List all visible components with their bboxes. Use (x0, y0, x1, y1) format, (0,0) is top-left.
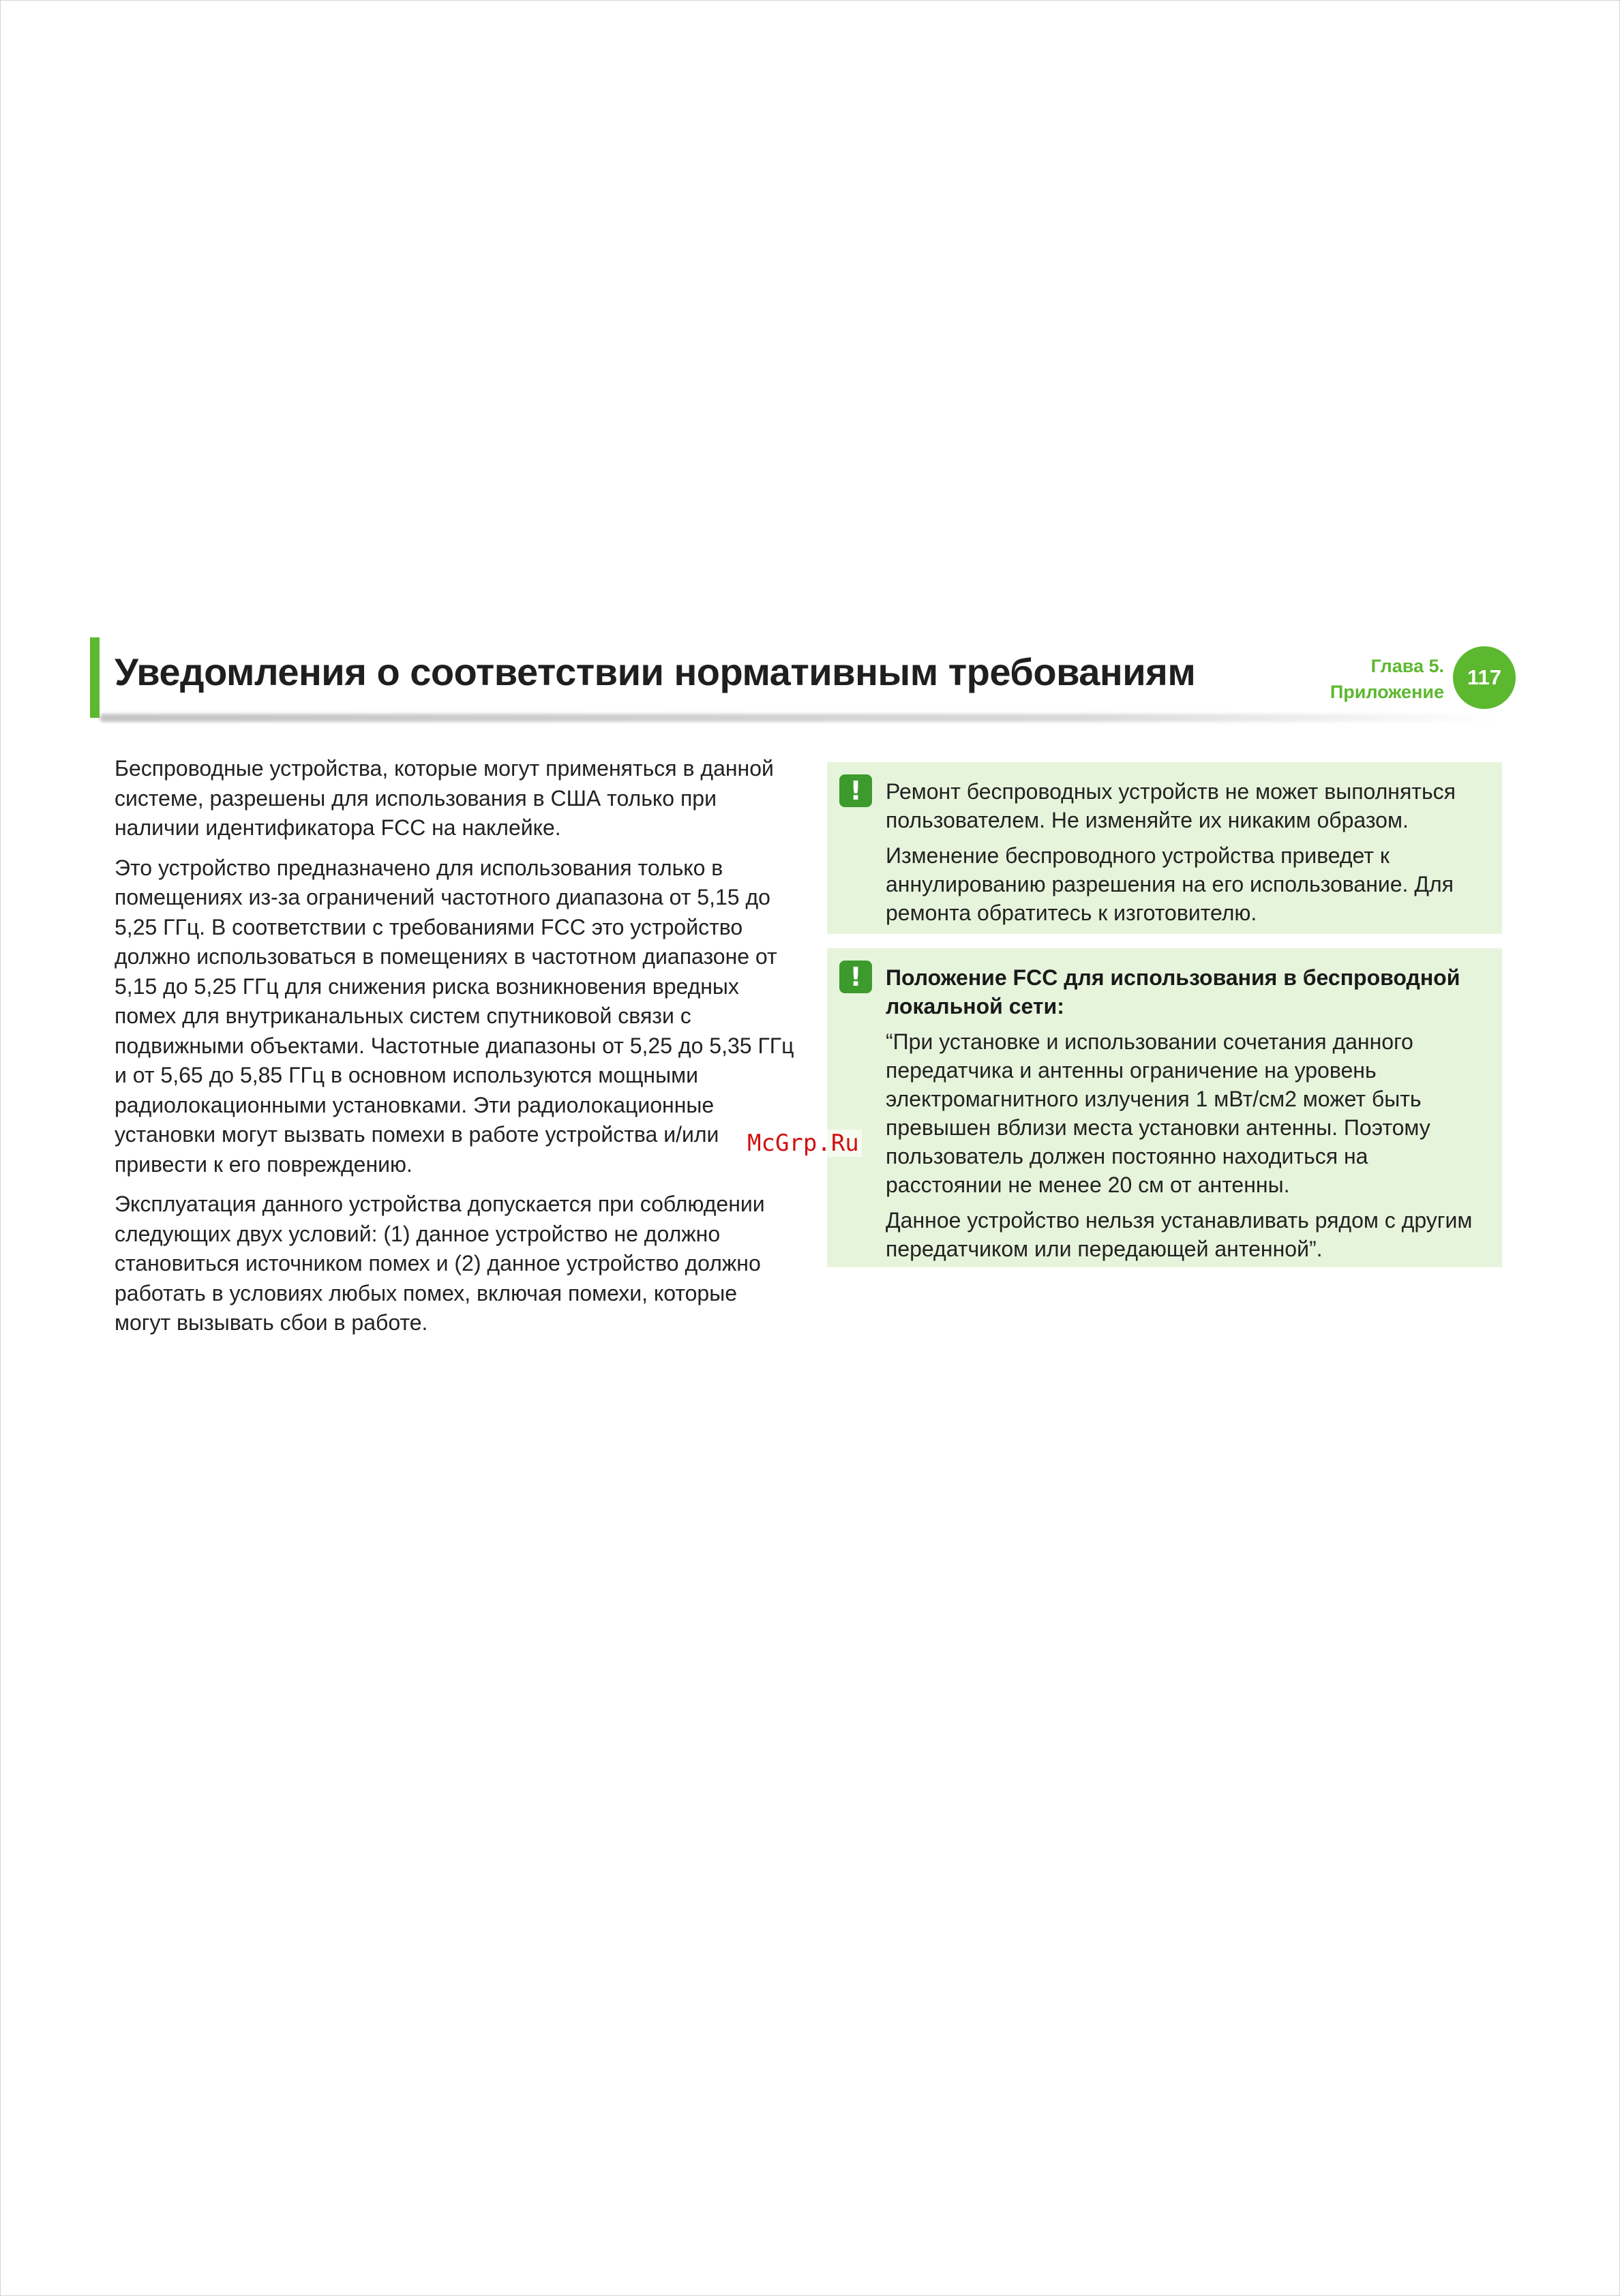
warning-note-repair (827, 762, 1502, 934)
chapter-number: Глава 5. (1370, 656, 1444, 676)
note-paragraph: Ремонт беспроводных устройств не может выполняться пользователем. Не изменяйте их никаким образом. (886, 779, 1456, 832)
paragraph-operating-conditions: Эксплуатация данного устройства допускается при соблюдении следующих двух условий: (1) данное устройство не должно становиться источником помех и (2) данное устройство должно работать в условиях любых помех, включая помехи, которые могут вызывать сбои в работе. (115, 1192, 765, 1335)
watermark-text: McGrp.Ru (745, 1130, 862, 1157)
paragraph-frequency-range: Это устройство предназначено для использования только в помещениях из-за ограничений частотного диапазона от 5,15 до 5,25 ГГц. В соответствии с требованиями FCC это устройство должно использоваться в помещениях в частотном диапазоне от 5,15 до 5,25 ГГц для снижения риска возникновения вредных помех для внутриканальных систем спутниковой связи с подвижными объектами. Частотные диапазоны от 5,25 до 5,35 ГГц и от 5,65 до 5,85 ГГц в основном используются мощными радиолокационными установками. Эти радиолокационные установки могут вызвать помехи в работе устройства и/или привести к его повреждению. (115, 855, 794, 1177)
chapter-label (1330, 653, 1444, 705)
note-paragraph: Данное устройство нельзя устанавливать рядом с другим передатчиком или передающей антенной”. (886, 1208, 1473, 1261)
header-divider (100, 714, 1497, 722)
paragraph-fcc-id: Беспроводные устройства, которые могут применяться в данной системе, разрешены для использования в США только при наличии идентификатора FCC на наклейке. (115, 756, 774, 840)
main-text-column (115, 754, 796, 1348)
note-paragraph: Изменение беспроводного устройства приведет к аннулированию разрешения на его использование. Для ремонта обратитесь к изготовителю. (886, 843, 1454, 925)
warning-icon: ! (839, 774, 872, 807)
page-title: Уведомления о соответствии нормативным требованиям (115, 650, 1196, 693)
header-accent-bar (90, 637, 100, 718)
note-heading: Положение FCC для использования в беспроводной локальной сети: (886, 965, 1460, 1018)
warning-icon: ! (839, 961, 872, 993)
note-paragraph: “При установке и использовании сочетания данного передатчика и антенны ограничение на уровень электромагнитного излучения 1 мВт/см2 может быть превышен вблизи места установки антенны. Поэтому пользователь должен постоянно находиться на расстоянии не менее 20 см от антенны. (886, 1029, 1430, 1197)
page-number-badge: 117 (1453, 646, 1516, 709)
chapter-name: Приложение (1330, 682, 1444, 702)
warning-note-fcc-wlan (827, 948, 1502, 1267)
